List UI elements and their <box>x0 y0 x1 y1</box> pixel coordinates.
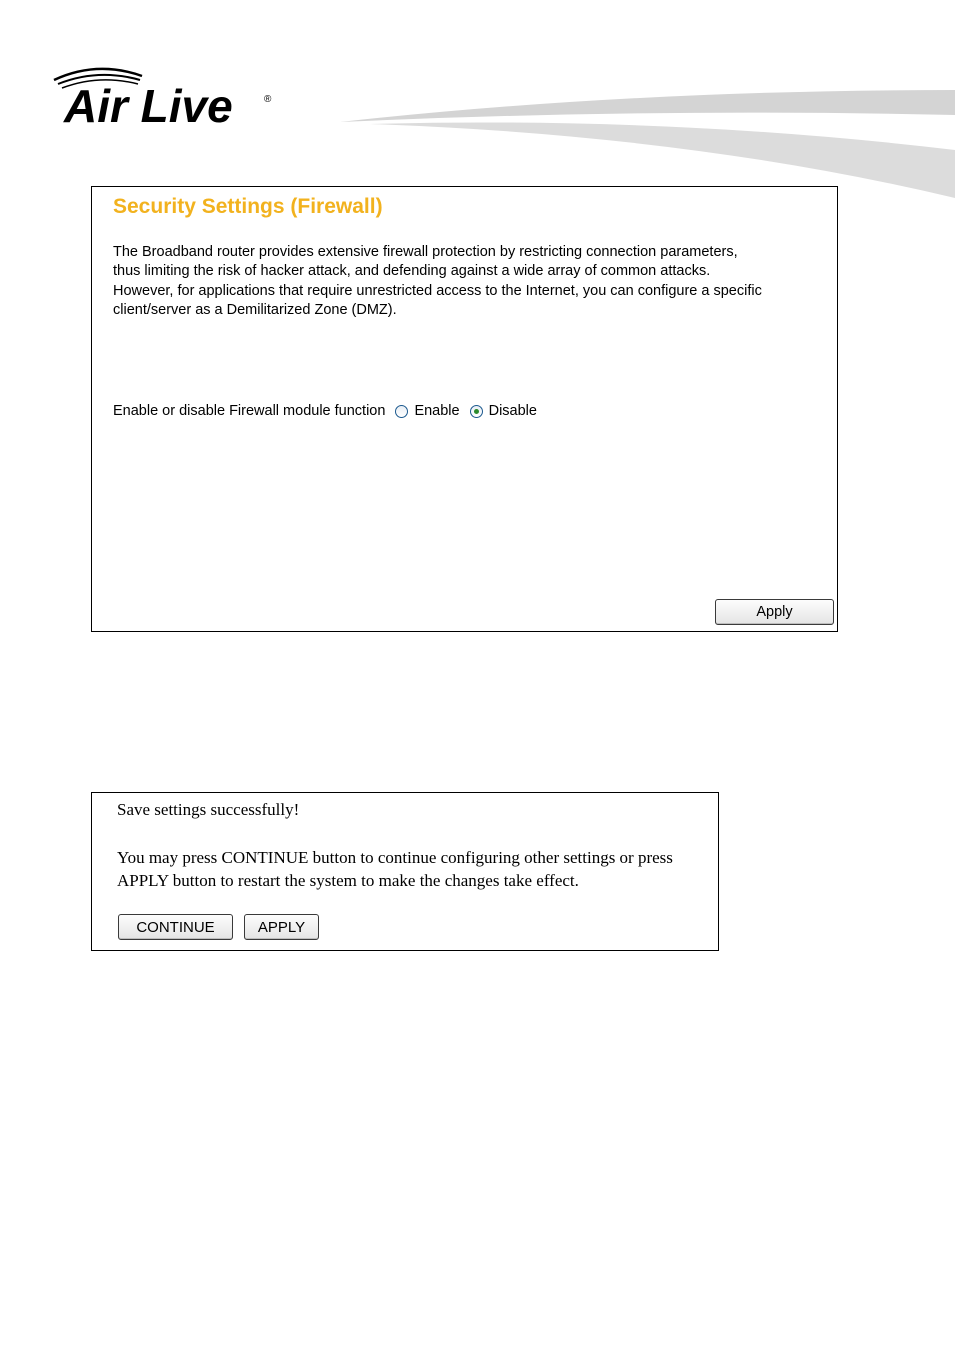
registered-mark: ® <box>264 94 272 105</box>
firewall-description: The Broadband router provides extensive firewall protection by restricting connection parameters, thus limiting the risk of hacker attack, and defending against a wide array of common attacks. However, for applications that require unrestricted access to the Internet, you can configure a specific client/server as a Demilitarized Zone (DMZ). <box>113 244 762 318</box>
page-title: Security Settings (Firewall) <box>113 195 383 218</box>
enable-radio[interactable] <box>395 405 408 418</box>
firewall-module-label: Enable or disable Firewall module function <box>113 403 386 419</box>
disable-label: Disable <box>488 403 537 419</box>
airlive-logo <box>52 62 282 128</box>
apply-restart-button[interactable]: APPLY <box>244 914 319 940</box>
firewall-panel <box>91 186 838 632</box>
save-success-title: Save settings successfully! <box>117 800 300 819</box>
continue-button[interactable]: CONTINUE <box>118 914 233 940</box>
save-message: You may press CONTINUE button to continue configuring other settings or press APPLY button to restart the system to make the changes take effect. <box>117 848 673 890</box>
logo-text: Air Live <box>64 80 233 128</box>
disable-radio[interactable] <box>470 405 483 418</box>
save-settings-panel <box>91 792 719 951</box>
enable-label: Enable <box>414 403 460 419</box>
firewall-module-row <box>113 401 537 421</box>
apply-button[interactable]: Apply <box>715 599 834 625</box>
